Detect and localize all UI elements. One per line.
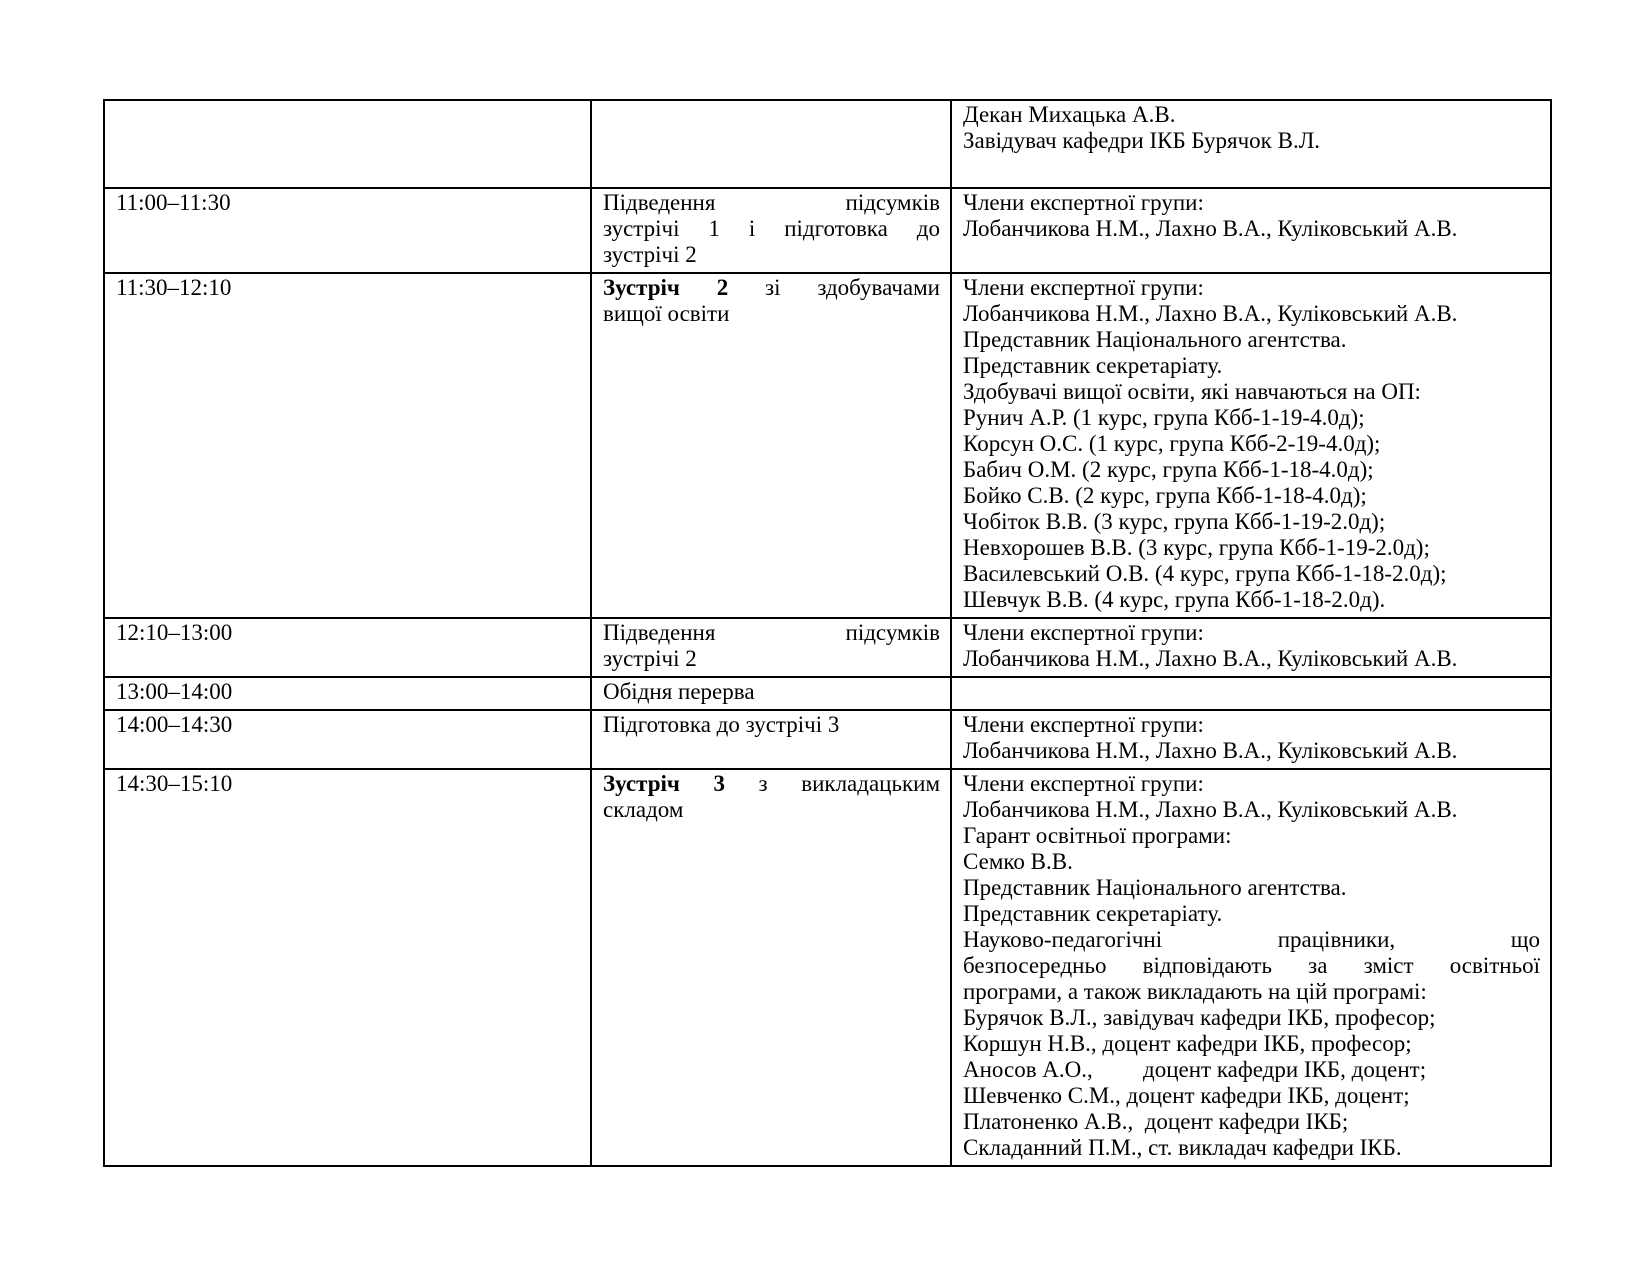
text-line [963,712,1540,738]
text-run: Платоненко А.В., доцент кафедри ІКБ; [963,1109,1349,1134]
text-line [963,1083,1540,1109]
text-run: Аносов А.О., доцент кафедри ІКБ, доцент; [963,1057,1427,1082]
text-run: Здобувачі вищої освіти, які навчаються на ОП: [963,379,1421,404]
text-line [963,457,1540,483]
time-cell [104,710,591,769]
participants-cell [951,677,1551,710]
schedule-table-body [104,100,1551,1166]
text-line [963,561,1540,587]
text-run: Семко В.В. [963,849,1073,874]
time-cell [104,618,591,677]
text-line [603,679,940,705]
text-line [963,509,1540,535]
participants-cell [951,188,1551,273]
text-line [603,275,940,301]
activity-cell [591,273,951,618]
text-line [603,216,940,242]
text-line [603,242,940,268]
text-run: зустрічі 1 і підготовка до [603,216,940,241]
text-line [963,301,1540,327]
time-cell [104,100,591,188]
text-line [963,953,1540,979]
text-run: Рунич А.Р. (1 курс, група Кбб-1-19-4.0д); [963,405,1365,430]
table-row [104,100,1551,188]
text-run: Завідувач кафедри ІКБ Бурячок В.Л. [963,128,1321,153]
activity-cell [591,677,951,710]
text-line [963,1005,1540,1031]
text-run: Коршун Н.В., доцент кафедри ІКБ, професор; [963,1031,1412,1056]
text-run: складом [603,797,684,822]
text-run: Представник Національного агентства. [963,875,1347,900]
table-row [104,618,1551,677]
text-run: Представник Національного агентства. [963,327,1347,352]
text-run: Члени експертної групи: [963,712,1204,737]
text-run: з викладацьким [724,771,940,796]
text-line [963,849,1540,875]
text-line [963,646,1540,672]
text-line [963,327,1540,353]
activity-cell [591,710,951,769]
text-run: Науково-педагогічні працівники, що [963,927,1540,952]
participants-cell [951,273,1551,618]
activity-cell [591,618,951,677]
bold-text-run: Зустріч 2 [603,275,729,300]
text-line [116,190,580,216]
text-line [116,275,580,301]
text-run: 11:00–11:30 [116,190,231,215]
text-run: зустрічі 2 [603,646,697,671]
participants-cell [951,710,1551,769]
time-cell [104,273,591,618]
time-cell [104,188,591,273]
text-run: Підведення підсумків [603,190,940,215]
text-line [963,1135,1540,1161]
text-run: безпосередньо відповідають за зміст освітньої [963,953,1540,978]
text-line [963,620,1540,646]
text-line [116,620,580,646]
text-line [963,771,1540,797]
text-run: Лобанчикова Н.М., Лахно В.А., Куліковський А.В. [963,797,1458,822]
text-line [603,301,940,327]
text-line [963,1109,1540,1135]
text-run: 14:00–14:30 [116,712,233,737]
text-line [603,797,940,823]
text-run: програми, а також викладають на цій програмі: [963,979,1427,1004]
text-run: Лобанчикова Н.М., Лахно В.А., Куліковський А.В. [963,646,1458,671]
text-line [963,979,1540,1005]
text-run: Шевченко С.М., доцент кафедри ІКБ, доцент; [963,1083,1410,1108]
table-row [104,677,1551,710]
text-line [116,679,580,705]
text-line [963,875,1540,901]
text-line [963,275,1540,301]
text-line [963,216,1540,242]
text-line [116,771,580,797]
participants-cell [951,618,1551,677]
text-line [963,738,1540,764]
time-cell [104,769,591,1166]
text-run: Лобанчикова Н.М., Лахно В.А., Куліковський А.В. [963,216,1458,241]
text-line [963,379,1540,405]
activity-cell [591,769,951,1166]
text-run: 13:00–14:00 [116,679,233,704]
text-run: 14:30–15:10 [116,771,233,796]
text-run: Члени експертної групи: [963,620,1204,645]
text-run: Обідня перерва [603,679,755,704]
text-run: Складанний П.М., ст. викладач кафедри ІКБ. [963,1135,1402,1160]
text-run: Корсун О.С. (1 курс, група Кбб-2-19-4.0д); [963,431,1381,456]
text-run: Члени експертної групи: [963,771,1204,796]
text-run: Невхорошев В.В. (3 курс, група Кбб-1-19-2.0д); [963,535,1430,560]
text-run: Підведення підсумків [603,620,940,645]
text-run: Члени експертної групи: [963,275,1204,300]
text-line [963,128,1540,154]
text-line [963,431,1540,457]
text-line [963,1031,1540,1057]
text-line [963,1057,1540,1083]
table-row [104,188,1551,273]
activity-cell [591,100,951,188]
text-run: Василевський О.В. (4 курс, група Кбб-1-18-2.0д); [963,561,1447,586]
bold-text-run: Зустріч 3 [603,771,725,796]
text-line [963,823,1540,849]
text-run: Декан Михацька А.В. [963,102,1176,127]
participants-cell [951,100,1551,188]
text-run: Лобанчикова Н.М., Лахно В.А., Куліковський А.В. [963,738,1458,763]
text-line [963,927,1540,953]
text-line [963,535,1540,561]
text-run: 12:10–13:00 [116,620,233,645]
text-run: Бойко С.В. (2 курс, група Кбб-1-18-4.0д); [963,483,1367,508]
text-line [116,712,580,738]
text-line [603,620,940,646]
time-cell [104,677,591,710]
text-run: вищої освіти [603,301,730,326]
text-line [963,483,1540,509]
text-run: зустрічі 2 [603,242,697,267]
schedule-table [103,99,1552,1167]
table-row [104,710,1551,769]
text-line [963,587,1540,613]
text-run: Члени експертної групи: [963,190,1204,215]
table-row [104,273,1551,618]
text-run: 11:30–12:10 [116,275,232,300]
text-line [963,190,1540,216]
activity-cell [591,188,951,273]
text-line [603,712,940,738]
table-row [104,769,1551,1166]
text-line [603,646,940,672]
text-line [963,405,1540,431]
text-run: Бурячок В.Л., завідувач кафедри ІКБ, професор; [963,1005,1436,1030]
text-line [963,102,1540,128]
participants-cell [951,769,1551,1166]
text-line [603,771,940,797]
text-run: Представник секретаріату. [963,901,1223,926]
text-run: Чобіток В.В. (3 курс, група Кбб-1-19-2.0д); [963,509,1386,534]
text-line [963,797,1540,823]
text-run: Представник секретаріату. [963,353,1223,378]
text-run: Бабич О.М. (2 курс, група Кбб-1-18-4.0д); [963,457,1374,482]
text-run: Шевчук В.В. (4 курс, група Кбб-1-18-2.0д). [963,587,1386,612]
text-line [963,353,1540,379]
text-run: Підготовка до зустрічі 3 [603,712,840,737]
text-run: Гарант освітньої програми: [963,823,1232,848]
text-run: зі здобувачами [728,275,940,300]
text-line [963,901,1540,927]
text-run: Лобанчикова Н.М., Лахно В.А., Куліковський А.В. [963,301,1458,326]
text-line [603,190,940,216]
